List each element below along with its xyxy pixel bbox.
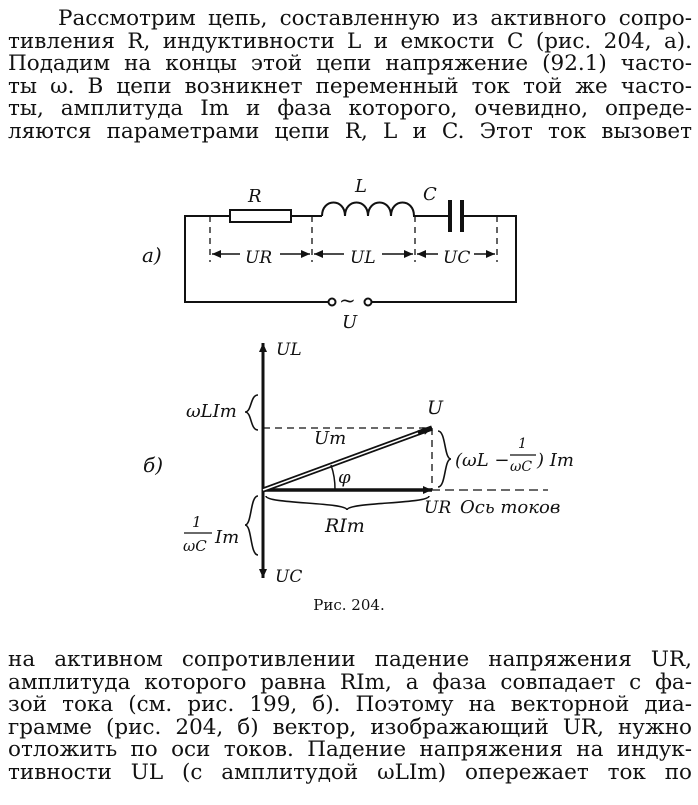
text-line: отложить по оси токов. Падение напряжения на индук-	[8, 737, 692, 763]
text-line: Подадим на концы этой цепи напряжение (92.1) часто-	[8, 51, 692, 77]
inv-omega-c-num: 1	[192, 513, 202, 531]
current-axis-label: Ось токов	[460, 497, 561, 518]
part-b-label: б)	[143, 453, 164, 477]
bottom-paragraph	[8, 649, 692, 785]
text-line: Рассмотрим цепь, составленную из активного сопро-	[58, 6, 692, 31]
brace-inv-omega-c	[245, 496, 258, 555]
source-label: U	[342, 312, 358, 333]
diff-label-left: (ωL −	[455, 450, 510, 471]
um-label: Um	[314, 428, 347, 449]
terminal	[365, 299, 372, 306]
inductor	[322, 203, 424, 217]
ri-label: RIm	[325, 515, 365, 537]
uc-label: UC	[443, 248, 471, 268]
brace-omega-l	[245, 395, 258, 430]
text-line: ты ω. В цепи возникнет переменный ток той же часто-	[8, 73, 692, 99]
diff-label-right: ) Im	[537, 450, 574, 471]
capacitor-label: C	[423, 184, 437, 205]
diff-den: ωC	[510, 459, 533, 475]
brace-ri	[266, 496, 429, 510]
phi-arc	[331, 465, 335, 490]
brace-diff	[438, 431, 451, 487]
text-line: амплитуда которого равна RIm, а фаза совпадает с фа-	[8, 669, 692, 695]
diff-num: 1	[518, 436, 527, 452]
text-line: на активном сопротивлении падение напряжения UR,	[8, 647, 692, 672]
source-symbol: ~	[339, 288, 356, 312]
u-vector-label: U	[427, 397, 444, 419]
inv-omega-c-den: ωC	[183, 537, 207, 555]
inv-omega-c-im: Im	[215, 527, 240, 548]
uc-axis-label: UC	[275, 567, 303, 587]
text-line: ляются параметрами цепи R, L и C. Этот ток вызовет	[8, 118, 692, 144]
resistor	[230, 210, 291, 222]
text-line: тивности UL (с амплитудой ωLIm) опережает ток по	[8, 759, 692, 785]
part-a-label: а)	[142, 243, 162, 267]
ur-label: UR	[245, 248, 273, 268]
text-line: ты, амплитуда Im и фаза которого, очевидно, опреде-	[8, 96, 692, 122]
figure-caption: Рис. 204.	[313, 596, 385, 614]
phi-label: φ	[338, 467, 351, 488]
terminal	[329, 299, 336, 306]
ul-axis-label: UL	[276, 340, 302, 360]
text-line: грамме (рис. 204, б) вектор, изображающий UR, нужно	[8, 714, 692, 740]
inductor-label: L	[355, 176, 367, 197]
text-line: тивления R, индуктивности L и емкости C (рис. 204, а).	[8, 28, 692, 54]
omega-l-im-label: ωLIm	[186, 401, 237, 422]
ur-vector-label: UR	[424, 498, 452, 518]
text-line: зой тока (см. рис. 199, б). Поэтому на векторной диа-	[8, 692, 692, 718]
resistor-label: R	[248, 186, 262, 207]
ul-label: UL	[350, 248, 376, 268]
top-paragraph	[8, 8, 692, 144]
figure-204	[0, 150, 698, 610]
